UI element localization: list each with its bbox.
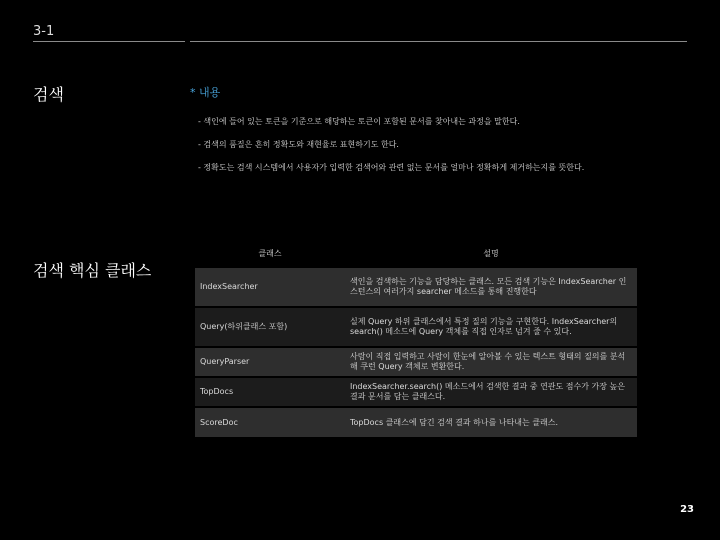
class-name-cell: IndexSearcher	[200, 282, 258, 291]
class-table	[195, 240, 637, 437]
class-name-cell: Query(하위클래스 포함)	[200, 322, 288, 331]
content-heading: * 내용	[190, 86, 221, 99]
table-row	[195, 347, 637, 377]
table-row	[195, 307, 637, 347]
description-cell: TopDocs 클래스에 담긴 검색 결과 하나를 나타내는 클래스.	[350, 417, 559, 427]
header-rule-left	[33, 41, 185, 42]
description-cell: IndexSearcher.search() 메소드에서 검색한 결과 중 연관도 점수가 가장 높은 결과 문서를 담는 클래스다.	[350, 382, 625, 401]
table-row	[195, 267, 637, 307]
class-name-cell: QueryParser	[200, 357, 250, 366]
header-rule-right	[190, 41, 687, 42]
bullet-item: - 정확도는 검색 시스템에서 사용자가 입력한 검색어와 관련 없는 문서를 얼마나 정확하게 제거하는지를 뜻한다.	[198, 163, 585, 172]
description-cell: 색인을 검색하는 기능을 담당하는 클래스. 모든 검색 기능은 IndexSearcher 인스턴스의 여러가지 searcher 메소드를 통해 진행한다	[350, 277, 627, 296]
bullet-item: - 색인에 들어 있는 토큰을 기준으로 해당하는 토큰이 포함된 문서를 찾아내는 과정을 말한다.	[198, 117, 520, 126]
page-number: 23	[680, 504, 694, 515]
description-cell: 사람이 직접 입력하고 사람이 한눈에 알아볼 수 있는 텍스트 형태의 질의를 분석해 쿠런 Query 객체로 변환한다.	[350, 352, 626, 371]
table-header-row	[195, 240, 637, 267]
class-name-cell: ScoreDoc	[200, 417, 238, 427]
table-row	[195, 407, 637, 437]
bullet-item: - 검색의 품질은 흔히 정확도와 재현율로 표현하기도 한다.	[198, 140, 399, 149]
bullet-list	[198, 116, 638, 185]
column-header-description: 설명	[483, 248, 499, 258]
table-row	[195, 377, 637, 407]
description-cell: 실제 Query 하위 클래스에서 특정 질의 기능을 구현한다. IndexSearcher의 search() 메소드에 Query 객체를 직접 인자로 넘겨 줄 수 있다.	[350, 317, 618, 336]
class-name-cell: TopDocs	[200, 387, 234, 396]
section-title-core-classes: 검색 핵심 클래스	[33, 261, 152, 280]
section-title-search: 검색	[33, 85, 64, 104]
slide-number: 3-1	[33, 24, 55, 39]
column-header-class: 클래스	[258, 248, 282, 258]
